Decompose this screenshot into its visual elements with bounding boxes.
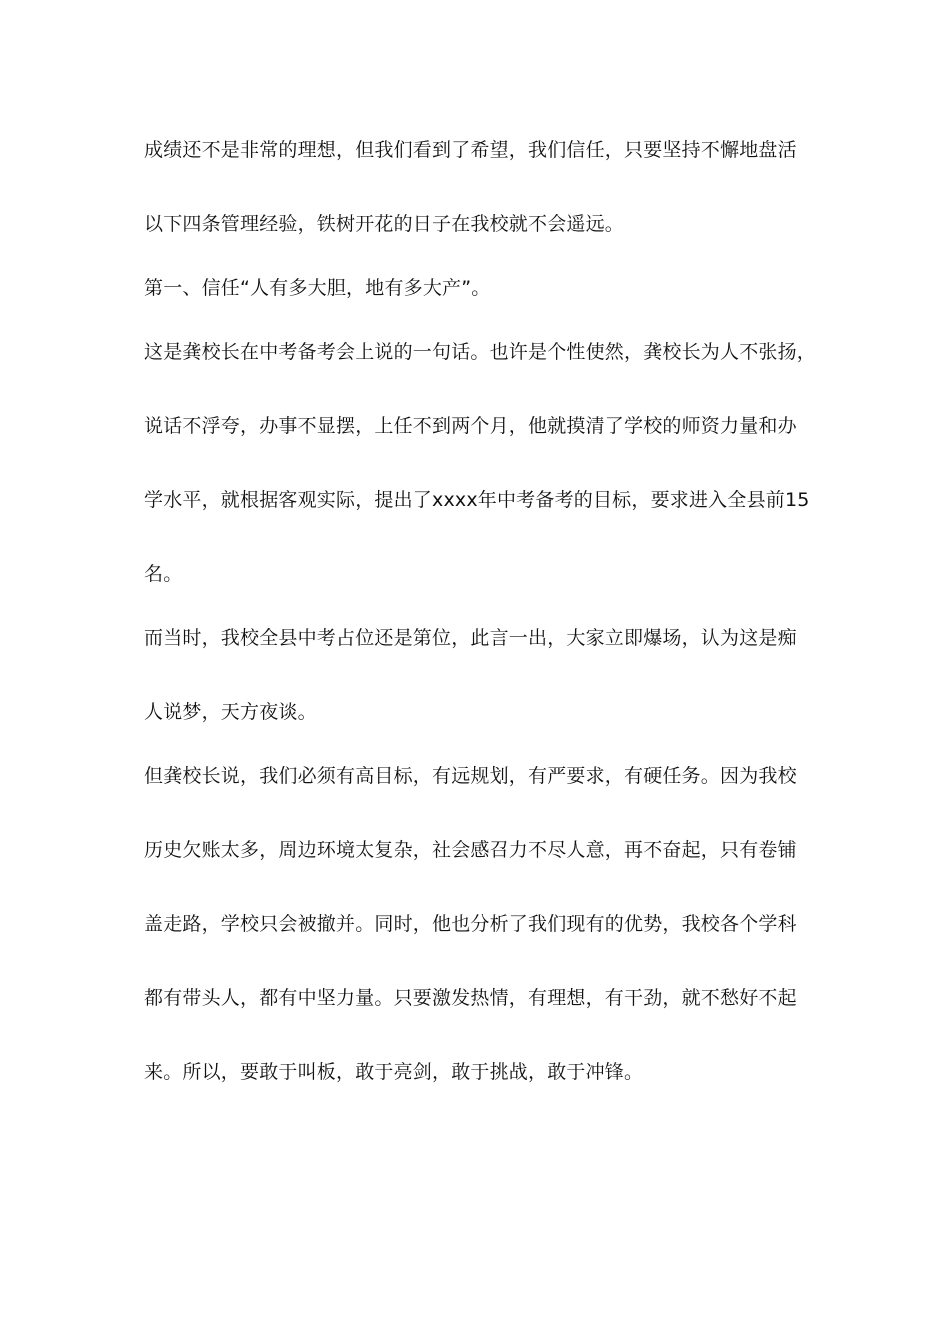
text-line: 而当时，我校全县中考占位还是第位，此言一出，大家立即爆场，认为这是痴 xyxy=(144,627,797,649)
text-line: 学水平，就根据客观实际，提出了xxxx年中考备考的目标，要求进入全县前15 xyxy=(144,489,810,511)
text-line: 来。所以，要敢于叫板，敢于亮剑，敢于挑战，敢于冲锋。 xyxy=(144,1061,644,1083)
text-line: 都有带头人，都有中坚力量。只要激发热情，有理想，有干劲，就不愁好不起 xyxy=(144,987,797,1009)
text-line: 说话不浮夸，办事不显摆，上任不到两个月，他就摸清了学校的师资力量和办 xyxy=(144,415,797,437)
text-line: 成绩还不是非常的理想，但我们看到了希望，我们信任，只要坚持不懈地盘活 xyxy=(144,139,797,161)
text-line: 名。 xyxy=(144,563,183,585)
text-line: 盖走路，学校只会被撤并。同时，他也分析了我们现有的优势，我校各个学科 xyxy=(144,913,797,935)
text-line: 人说梦，天方夜谈。 xyxy=(144,701,317,723)
text-line: 这是龚校长在中考备考会上说的一句话。也许是个性使然，龚校长为人不张扬， xyxy=(144,341,817,363)
text-line: 但龚校长说，我们必须有高目标，有远规划，有严要求，有硬任务。因为我校 xyxy=(144,765,797,787)
text-line: 历史欠账太多，周边环境太复杂，社会感召力不尽人意，再不奋起，只有卷铺 xyxy=(144,839,797,861)
section-heading: 第一、信任“人有多大胆，地有多大产”。 xyxy=(144,277,491,299)
text-line: 以下四条管理经验，铁树开花的日子在我校就不会遥远。 xyxy=(144,213,625,235)
